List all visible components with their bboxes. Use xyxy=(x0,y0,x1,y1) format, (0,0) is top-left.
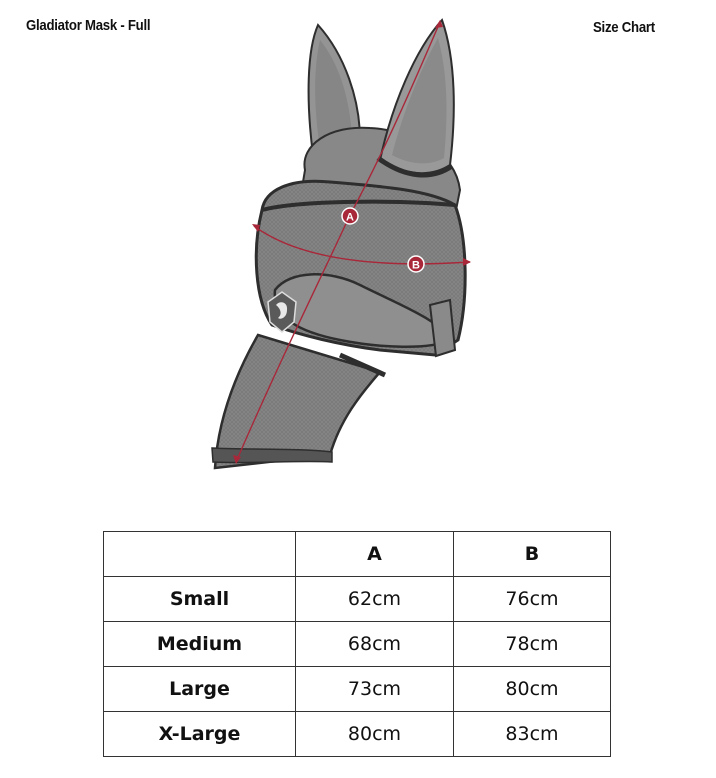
size-chart-label: Size Chart xyxy=(593,19,655,36)
header-cell-b: B xyxy=(454,532,611,577)
value-a: 68cm xyxy=(296,622,454,667)
size-label: X-Large xyxy=(104,712,296,757)
svg-text:B: B xyxy=(412,259,420,272)
size-table xyxy=(103,531,611,757)
right-ear xyxy=(378,20,454,175)
value-b: 76cm xyxy=(454,577,611,622)
header-cell-empty xyxy=(104,532,296,577)
table-row xyxy=(104,577,611,622)
value-a: 73cm xyxy=(296,667,454,712)
table-row xyxy=(104,712,611,757)
size-label: Small xyxy=(104,577,296,622)
nose-cover xyxy=(212,335,385,468)
size-label: Medium xyxy=(104,622,296,667)
page-title: Gladiator Mask - Full xyxy=(26,17,151,34)
value-a: 80cm xyxy=(296,712,454,757)
table-header-row xyxy=(104,532,611,577)
svg-text:A: A xyxy=(346,211,354,224)
size-label: Large xyxy=(104,667,296,712)
value-b: 80cm xyxy=(454,667,611,712)
table-row xyxy=(104,667,611,712)
marker-a xyxy=(342,208,358,224)
value-a: 62cm xyxy=(296,577,454,622)
value-b: 83cm xyxy=(454,712,611,757)
table-row xyxy=(104,622,611,667)
value-b: 78cm xyxy=(454,622,611,667)
marker-b xyxy=(408,256,424,272)
header-cell-a: A xyxy=(296,532,454,577)
